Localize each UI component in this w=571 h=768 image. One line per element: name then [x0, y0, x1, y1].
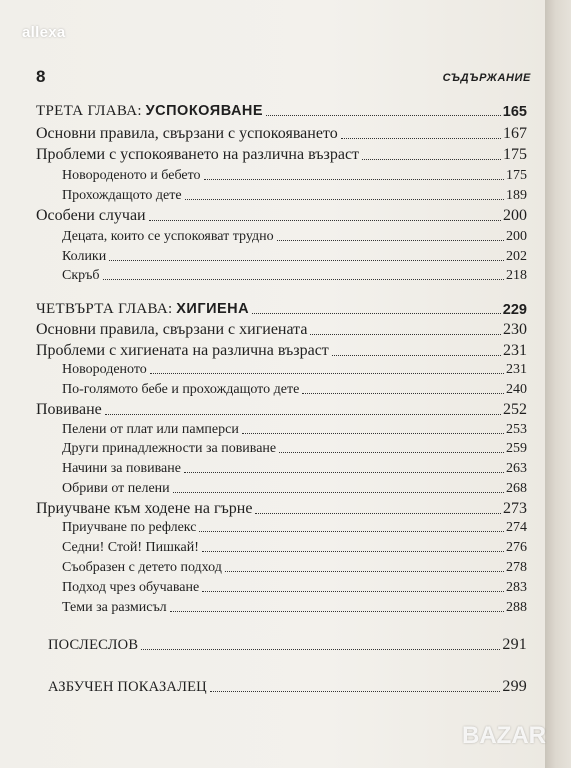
watermark-logo-bottom: BAZAR	[462, 722, 546, 749]
dot-leader	[109, 259, 504, 261]
page-ref: 175	[503, 146, 527, 163]
page-ref: 231	[506, 362, 527, 377]
toc-chapter-3	[36, 103, 527, 120]
toc-subentry	[62, 362, 527, 378]
toc-entry	[36, 321, 527, 339]
dot-leader	[149, 219, 501, 221]
toc-subentry	[62, 560, 527, 576]
toc-subentry	[62, 520, 527, 536]
dot-leader	[242, 432, 504, 434]
chapter-label: ЧЕТВЪРТА ГЛАВА:	[36, 301, 173, 317]
dot-leader	[185, 198, 504, 200]
dot-leader	[199, 530, 504, 532]
dot-leader	[202, 590, 504, 592]
toc-subentry	[62, 540, 527, 556]
entry-title: Основни правила, свързани с успокояването	[36, 125, 338, 142]
page-ref: 165	[502, 104, 527, 120]
page-ref: 274	[506, 520, 527, 535]
entry-title: Новороденото и бебето	[62, 168, 201, 183]
page-ref: 231	[503, 342, 527, 359]
dot-leader	[204, 178, 504, 180]
entry-title: Подход чрез обучаване	[62, 580, 200, 595]
page-ref: 167	[503, 125, 527, 142]
dot-leader	[277, 239, 504, 241]
page-ref: 240	[506, 382, 527, 397]
toc-subentry	[62, 229, 527, 245]
entry-title: Седни! Стой! Пишкай!	[62, 540, 199, 555]
dot-leader	[362, 158, 501, 160]
entry-title: Децата, които се успокояват трудно	[62, 229, 274, 244]
page-ref: 263	[506, 461, 527, 476]
dot-leader	[341, 137, 501, 139]
chapter-title: УСПОКОЯВАНЕ	[145, 103, 264, 119]
entry-title: Съобразен с детето подход	[62, 560, 222, 575]
dot-leader	[170, 610, 504, 612]
entry-title: Пелени от плат или памперси	[62, 422, 239, 437]
entry-title: Новороденото	[62, 362, 147, 377]
toc-subentry	[62, 461, 527, 477]
page-ref: 299	[502, 678, 527, 695]
dot-leader	[105, 413, 501, 415]
toc-index	[48, 678, 527, 696]
page-ref: 291	[502, 636, 527, 653]
dot-leader	[252, 312, 501, 314]
toc-entry	[36, 207, 527, 225]
entry-title: Приучване по рефлекс	[62, 520, 197, 535]
page-ref: 200	[503, 207, 527, 224]
dot-leader	[202, 550, 504, 552]
toc-subentry	[62, 249, 527, 265]
entry-title: Основни правила, свързани с хигиената	[36, 321, 308, 338]
toc-subentry	[62, 382, 527, 398]
entry-title: Обриви от пелени	[62, 481, 170, 496]
dot-leader	[225, 570, 504, 572]
page-ref: 175	[506, 168, 527, 183]
page-ref: 273	[503, 500, 527, 517]
page-ref: 230	[503, 321, 527, 338]
entry-title: Проблеми с хигиената на различна възраст	[36, 342, 329, 359]
page-ref: 288	[506, 600, 527, 615]
dot-leader	[279, 451, 504, 453]
page-ref: 268	[506, 481, 527, 496]
watermark-logo-top: allexa	[22, 24, 66, 41]
entry-title: Начини за повиване	[62, 461, 181, 476]
toc-entry	[36, 146, 527, 164]
toc-entry	[36, 342, 527, 360]
dot-leader	[150, 372, 504, 374]
toc-subentry	[62, 168, 527, 184]
entry-title: Скръб	[62, 268, 100, 283]
page-ref: 283	[506, 580, 527, 595]
page-ref: 218	[506, 268, 527, 283]
dot-leader	[302, 392, 504, 394]
dot-leader	[210, 690, 501, 692]
page-ref: 189	[506, 188, 527, 203]
entry-title: Прохождащото дете	[62, 188, 182, 203]
page-ref: 259	[506, 441, 527, 456]
toc-entry	[36, 125, 527, 143]
toc-afterword	[48, 636, 527, 654]
dot-leader	[332, 354, 501, 356]
page-ref: 253	[506, 422, 527, 437]
toc-subentry	[62, 600, 527, 616]
entry-title: Теми за размисъл	[62, 600, 167, 615]
running-head: СЪДЪРЖАНИЕ	[442, 72, 531, 84]
dot-leader	[266, 114, 501, 116]
toc-subentry	[62, 441, 527, 457]
toc-entry	[36, 500, 527, 518]
page-ref: 252	[503, 401, 527, 418]
toc-subentry	[62, 580, 527, 596]
entry-title: По-голямото бебе и прохождащото дете	[62, 382, 300, 397]
dot-leader	[255, 512, 501, 514]
toc-subentry	[62, 268, 527, 284]
toc-subentry	[62, 188, 527, 204]
entry-title: Колики	[62, 249, 107, 264]
page-ref: 202	[506, 249, 527, 264]
toc-chapter-4	[36, 301, 527, 318]
dot-leader	[184, 471, 504, 473]
page-ref: 278	[506, 560, 527, 575]
dot-leader	[141, 648, 500, 650]
page-ref: 200	[506, 229, 527, 244]
chapter-label: ТРЕТА ГЛАВА:	[36, 103, 142, 119]
page-ref: 276	[506, 540, 527, 555]
entry-title: ПОСЛЕСЛОВ	[48, 637, 139, 653]
dot-leader	[103, 278, 504, 280]
entry-title: Особени случаи	[36, 207, 146, 224]
chapter-title: ХИГИЕНА	[176, 301, 250, 317]
entry-title: АЗБУЧЕН ПОКАЗАЛЕЦ	[48, 679, 207, 695]
dot-leader	[310, 333, 501, 335]
toc-subentry	[62, 422, 527, 438]
dot-leader	[173, 491, 504, 493]
entry-title: Повиване	[36, 401, 102, 418]
page-number: 8	[36, 67, 46, 86]
entry-title: Проблеми с успокояването на различна възраст	[36, 146, 360, 163]
entry-title: Други принадлежности за повиване	[62, 441, 277, 456]
page-ref: 229	[502, 302, 527, 318]
toc-entry	[36, 401, 527, 419]
toc-subentry	[62, 481, 527, 497]
entry-title: Приучване към ходене на гърне	[36, 500, 253, 517]
